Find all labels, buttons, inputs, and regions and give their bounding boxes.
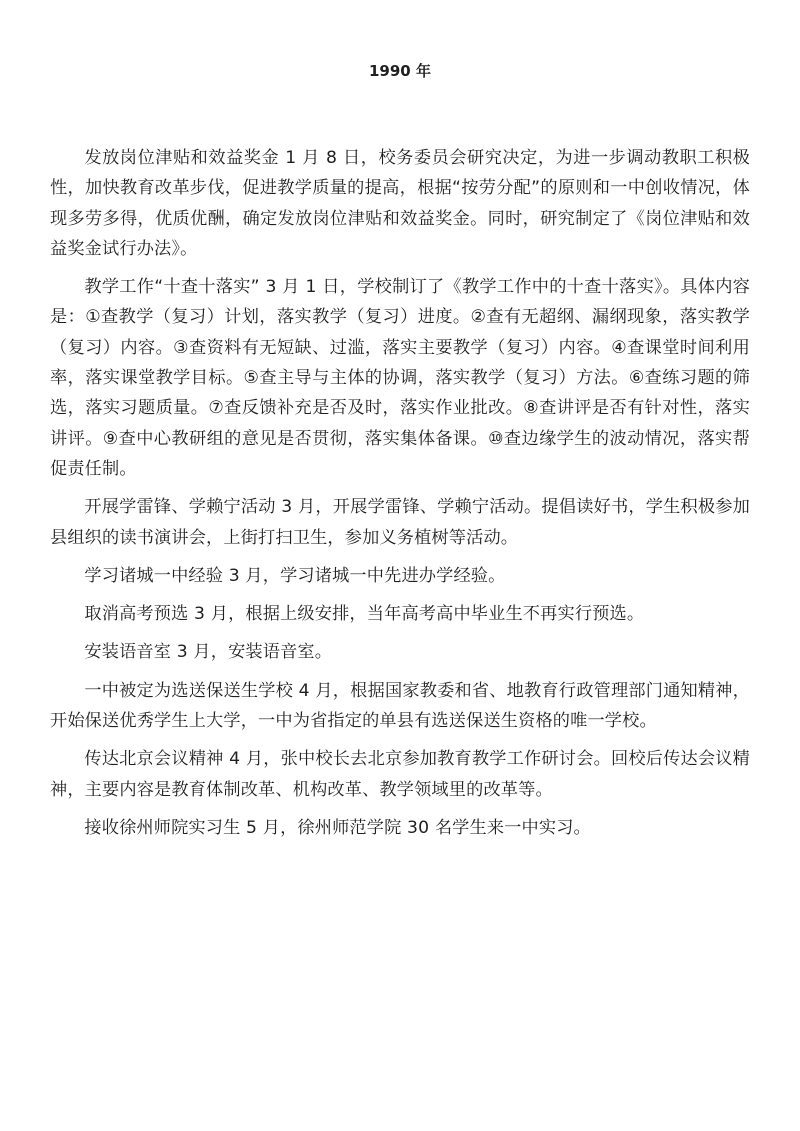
page-title: 1990 年 xyxy=(369,62,431,80)
paragraph-ten-checks: 教学工作“十查十落实” 3 月 1 日，学校制订了《教学工作中的十查十落实》。具体内容是：①查教学（复习）计划，落实教学（复习）进度。②查有无超纲、漏纲现象，落实教学（复习）内容。③查资料有无短缺、过滥，落实主要教学（复习）内容。④查课堂时间利用率，落实课堂教学目标。⑤查主导与主体的协调，落实教学（复习）方法。⑥查练习题的筛选，落实习题质量。⑦查反馈补充是否及时，落实作业批改。⑧查讲评是否有针对性，落实讲评。⑨查中心教研组的意见是否贯彻，落实集体备课。⑩查边缘学生的波动情况，落实帮促责任制。 xyxy=(50,277,750,479)
paragraph-post-allowance: 发放岗位津贴和效益奖金 1 月 8 日，校务委员会研究决定，为进一步调动教职工积极性，加快教育改革步伐，促进教学质量的提高，根据“按劳分配”的原则和一中创收情况，体现多劳多得，优质优酬，确定发放岗位津贴和效益奖金。同时，研究制定了《岗位津贴和效益奖金试行办法》。 xyxy=(50,148,750,259)
paragraph-recommended-students: 一中被定为选送保送生学校 4 月，根据国家教委和省、地教育行政管理部门通知精神，开始保送优秀学生上大学，一中为省指定的单县有选送保送生资格的唯一学校。 xyxy=(50,680,750,732)
paragraph-learn-leifeng: 开展学雷锋、学赖宁活动 3 月，开展学雷锋、学赖宁活动。提倡读好书，学生积极参加县组织的读书演讲会，上街打扫卫生，参加义务植树等活动。 xyxy=(50,497,750,548)
document-body xyxy=(50,143,750,843)
paragraph-interns: 接收徐州师院实习生 5 月，徐州师范学院 30 名学生来一中实习。 xyxy=(84,817,591,838)
paragraph-language-lab: 安装语音室 3 月，安装语音室。 xyxy=(84,642,333,663)
paragraph-beijing-meeting: 传达北京会议精神 4 月，张中校长去北京参加教育教学工作研讨会。回校后传达会议精神，主要内容是教育体制改革、机构改革、教学领域里的改革等。 xyxy=(50,749,750,800)
paragraph-cancel-preselection: 取消高考预选 3 月，根据上级安排，当年高考高中毕业生不再实行预选。 xyxy=(84,604,645,625)
paragraph-zhucheng-experience: 学习诸城一中经验 3 月，学习诸城一中先进办学经验。 xyxy=(84,565,506,586)
